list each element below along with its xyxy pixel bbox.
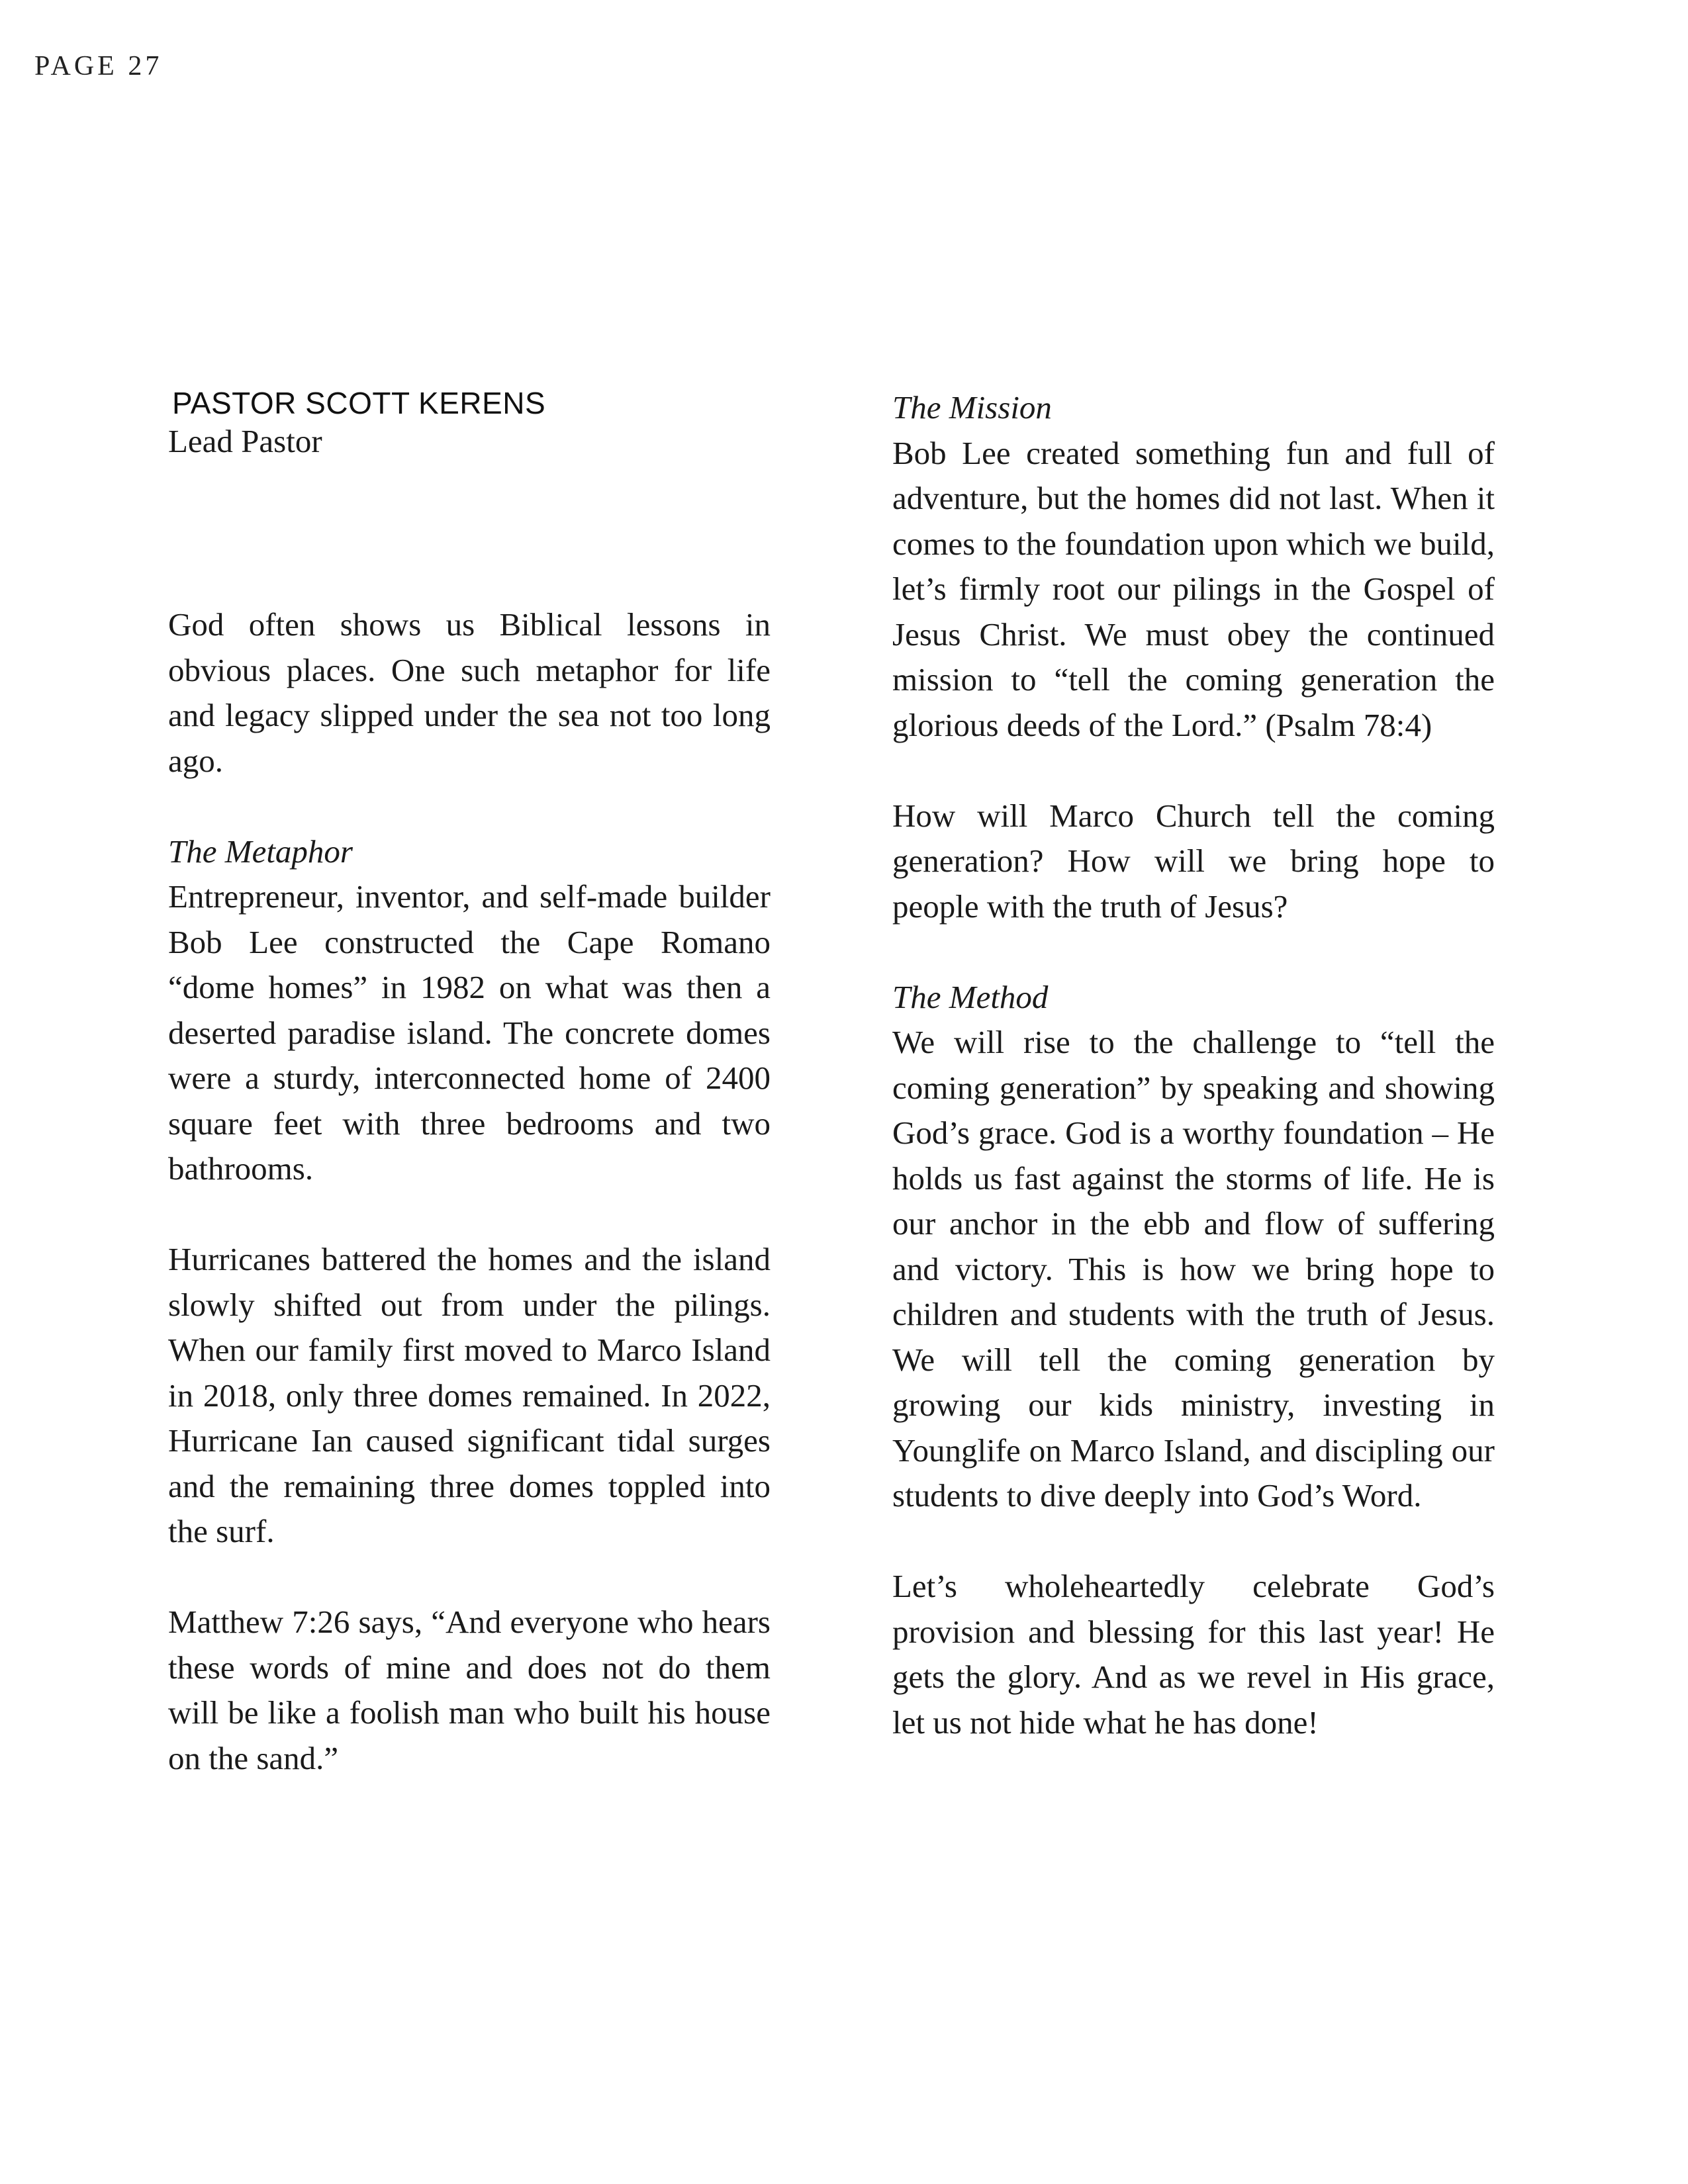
author-name: PASTOR SCOTT KERENS	[172, 386, 546, 420]
intro-paragraph: God often shows us Biblical lessons in obvious places. One such metaphor for life and legacy slipped under the sea not too long ago.	[168, 606, 771, 779]
method-paragraph-1: We will rise to the challenge to “tell the coming generation” by speaking and showing God’s grace. God is a worthy foundation – He holds us fast against the storms of life. He is our anchor in the ebb and flow of suffering and victory. This is how we bring hope to children and students with the truth of Jesus. We will tell the coming generation by growing our kids ministry, investing in Younglife on Marco Island, and discipling our students to dive deeply into God’s Word.	[892, 1024, 1495, 1514]
metaphor-paragraph-3: Matthew 7:26 says, “And everyone who hears these words of mine and does not do them will be like a foolish man who built his house on the sand.”	[168, 1604, 771, 1776]
metaphor-paragraph-2: Hurricanes battered the homes and the island slowly shifted out from under the pilings. When our family first moved to Marco Island in 2018, only three domes remained. In 2022, Hurricane Ian caused significant tidal surges and the remaining three domes toppled into the surf.	[168, 1241, 771, 1549]
method-heading: The Method	[892, 978, 1049, 1015]
mission-paragraph-1: Bob Lee created something fun and full of adventure, but the homes did not last. When it comes to the foundation upon which we build, let’s firmly root our pilings in the Gospel of Jesus Christ. We must obey the continued mission to “tell the coming generation the glorious deeds of the Lord.” (Psalm 78:4)	[892, 434, 1495, 743]
mission-heading: The Mission	[892, 389, 1052, 426]
metaphor-paragraph-1: Entrepreneur, inventor, and self-made builder Bob Lee constructed the Cape Romano “dome homes” in 1982 on what was then a deserted paradise island. The concrete domes were a sturdy, interconnected home of 2400 square feet with three bedrooms and two bathrooms.	[168, 878, 771, 1187]
mission-paragraph-2: How will Marco Church tell the coming generation? How will we bring hope to people with the truth of Jesus?	[892, 797, 1495, 925]
author-role: Lead Pastor	[168, 423, 322, 459]
left-column	[168, 384, 771, 1781]
metaphor-heading: The Metaphor	[168, 833, 353, 870]
right-column	[892, 385, 1495, 1745]
author-block	[168, 384, 771, 602]
page-number: PAGE 27	[34, 51, 163, 81]
method-paragraph-2: Let’s wholeheartedly celebrate God’s provision and blessing for this last year! He gets the glory. And as we revel in His grace, let us not hide what he has done!	[892, 1568, 1495, 1741]
